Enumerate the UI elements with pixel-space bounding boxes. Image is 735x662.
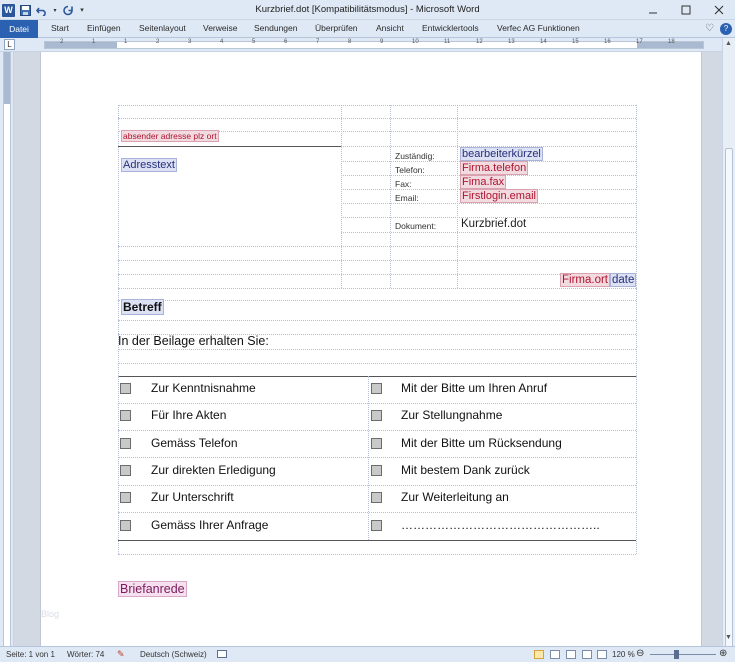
ruler-number: 1: [124, 39, 128, 45]
checklist-item-label: Zur direkten Erledigung: [151, 462, 276, 477]
word-count[interactable]: Wörter: 74: [67, 650, 105, 659]
ruler-number: 18: [668, 39, 675, 45]
watermark-text: Blog: [41, 609, 60, 619]
undo-dropdown-icon[interactable]: ▾: [53, 7, 57, 14]
tab-selector[interactable]: L: [4, 39, 15, 50]
checkbox[interactable]: [120, 410, 131, 421]
maximize-button[interactable]: [669, 0, 702, 19]
zoom-out-icon[interactable]: ⊖: [636, 648, 645, 659]
tab-entwicklertools[interactable]: Entwicklertools: [422, 23, 479, 33]
checklist-item-label: Zur Stellungnahme: [401, 408, 503, 423]
label-fax: Fax:: [395, 179, 412, 189]
checklist-item-label: Zur Weiterleitung an: [401, 490, 509, 505]
vertical-ruler[interactable]: [0, 52, 14, 646]
checkbox[interactable]: [371, 520, 382, 531]
checkbox[interactable]: [120, 492, 131, 503]
checklist-item-label: Für Ihre Akten: [151, 408, 227, 423]
ruler-number: 17: [636, 39, 643, 45]
vertical-scrollbar[interactable]: [722, 38, 735, 646]
customize-toolbar-icon[interactable]: ▾: [80, 7, 84, 14]
tab-verfec-funktionen[interactable]: Verfec AG Funktionen: [497, 23, 580, 33]
betreff-field[interactable]: Betreff: [123, 300, 162, 314]
language-indicator[interactable]: Deutsch (Schweiz): [140, 650, 207, 659]
minimize-ribbon-icon[interactable]: ♡: [705, 23, 714, 34]
scroll-up-arrow-icon[interactable]: ▲: [725, 40, 732, 47]
checklist-top-line: [118, 376, 636, 377]
checkbox[interactable]: [371, 465, 382, 476]
ruler-number: 2: [156, 39, 160, 45]
checkbox[interactable]: [120, 520, 131, 531]
left-margin-area: [45, 42, 117, 48]
checkbox[interactable]: [371, 383, 382, 394]
ruler-number: 16: [604, 39, 611, 45]
fax-field[interactable]: Fima.fax: [462, 176, 505, 188]
checklist-bottom-line: [118, 540, 636, 541]
checkbox[interactable]: [120, 465, 131, 476]
scrollbar-thumb[interactable]: [725, 148, 733, 648]
page-count[interactable]: Seite: 1 von 1: [6, 650, 55, 659]
zoom-level[interactable]: 120 %: [612, 650, 635, 659]
zoom-slider[interactable]: [650, 654, 716, 655]
label-dokument: Dokument:: [395, 221, 437, 231]
vertical-ruler-bar[interactable]: [3, 52, 11, 646]
checklist-item-label: Zur Kenntnisnahme: [151, 381, 256, 395]
close-button[interactable]: [702, 0, 735, 19]
label-zustaendig: Zuständig:: [395, 151, 435, 161]
scroll-down-arrow-icon[interactable]: ▼: [725, 634, 732, 641]
ruler-number: 5: [252, 39, 256, 45]
checklist-item-label: …………………………………………..: [401, 517, 600, 532]
ruler-number: 8: [348, 39, 352, 45]
tab-start[interactable]: Start: [51, 23, 69, 33]
ruler-number: 9: [380, 39, 384, 45]
window-title: Kurzbrief.dot [Kompatibilitätsmodus] - Microsoft Word: [255, 4, 480, 15]
help-icon[interactable]: ?: [720, 23, 732, 35]
print-layout-view-icon[interactable]: [534, 650, 544, 659]
ruler-number: 13: [508, 39, 515, 45]
ruler-number: 15: [572, 39, 579, 45]
ruler-number: 10: [412, 39, 419, 45]
date-field[interactable]: date: [612, 274, 635, 286]
checkbox[interactable]: [371, 438, 382, 449]
ruler-number: 2: [60, 39, 64, 45]
briefanrede-field[interactable]: Briefanrede: [120, 582, 185, 596]
tab-seitenlayout[interactable]: Seitenlayout: [139, 23, 186, 33]
ruler-number: 4: [220, 39, 224, 45]
tab-ansicht[interactable]: Ansicht: [376, 23, 404, 33]
macro-recording-icon[interactable]: [217, 650, 227, 658]
full-screen-reading-icon[interactable]: [550, 650, 560, 659]
firma-ort-field[interactable]: Firma.ort: [562, 274, 608, 286]
tab-sendungen[interactable]: Sendungen: [254, 23, 298, 33]
ruler-number: 6: [284, 39, 288, 45]
checklist-item-label: Gemäss Telefon: [151, 435, 238, 450]
proofing-icon[interactable]: ✎: [117, 649, 125, 659]
checklist-item-label: Mit der Bitte um Ihren Anruf: [401, 381, 548, 395]
ruler-number: 3: [188, 39, 192, 45]
draft-view-icon[interactable]: [597, 650, 607, 659]
word-app-icon[interactable]: W: [2, 4, 15, 17]
tab-einfuegen[interactable]: Einfügen: [87, 23, 121, 33]
title-bar: [0, 0, 735, 20]
checklist-item-label: Zur Unterschrift: [151, 490, 234, 505]
label-telefon: Telefon:: [395, 165, 425, 175]
bearbeiter-field[interactable]: bearbeiterkürzel: [462, 148, 541, 160]
top-margin-area: [4, 52, 10, 104]
outline-view-icon[interactable]: [582, 650, 592, 659]
ruler-number: 12: [476, 39, 483, 45]
minimize-button[interactable]: [636, 0, 669, 19]
ruler-number: 7: [316, 39, 320, 45]
ribbon-tab-bar: [0, 20, 735, 38]
ruler-number: 11: [444, 39, 451, 45]
beilage-text: In der Beilage erhalten Sie:: [118, 334, 269, 348]
dokument-value: Kurzbrief.dot: [461, 218, 527, 230]
checkbox[interactable]: [371, 410, 382, 421]
checklist-item-label: Mit bestem Dank zurück: [401, 462, 530, 477]
checklist-item-label: Gemäss Ihrer Anfrage: [151, 517, 269, 532]
checkbox[interactable]: [120, 438, 131, 449]
zoom-slider-handle[interactable]: [674, 650, 679, 659]
tab-datei[interactable]: Datei: [0, 20, 38, 38]
checkbox[interactable]: [371, 492, 382, 503]
checkbox[interactable]: [120, 383, 131, 394]
address-separator-line: [118, 146, 341, 147]
ruler-number: 14: [540, 39, 547, 45]
telefon-field[interactable]: Firma.telefon: [462, 162, 527, 174]
web-layout-icon[interactable]: [566, 650, 576, 659]
email-field[interactable]: Firstlogin.email: [462, 190, 536, 202]
absender-field[interactable]: absender adresse plz ort: [123, 131, 217, 141]
ruler-number: 1: [92, 39, 96, 45]
status-bar: [0, 646, 735, 662]
tab-verweise[interactable]: Verweise: [203, 23, 238, 33]
zoom-in-icon[interactable]: ⊕: [719, 648, 728, 659]
adresstext-field[interactable]: Adresstext: [123, 159, 175, 171]
horizontal-ruler[interactable]: [0, 38, 735, 52]
label-email: Email:: [395, 193, 419, 203]
tab-ueberpruefen[interactable]: Überprüfen: [315, 23, 358, 33]
checklist-item-label: Mit der Bitte um Rücksendung: [401, 435, 562, 450]
